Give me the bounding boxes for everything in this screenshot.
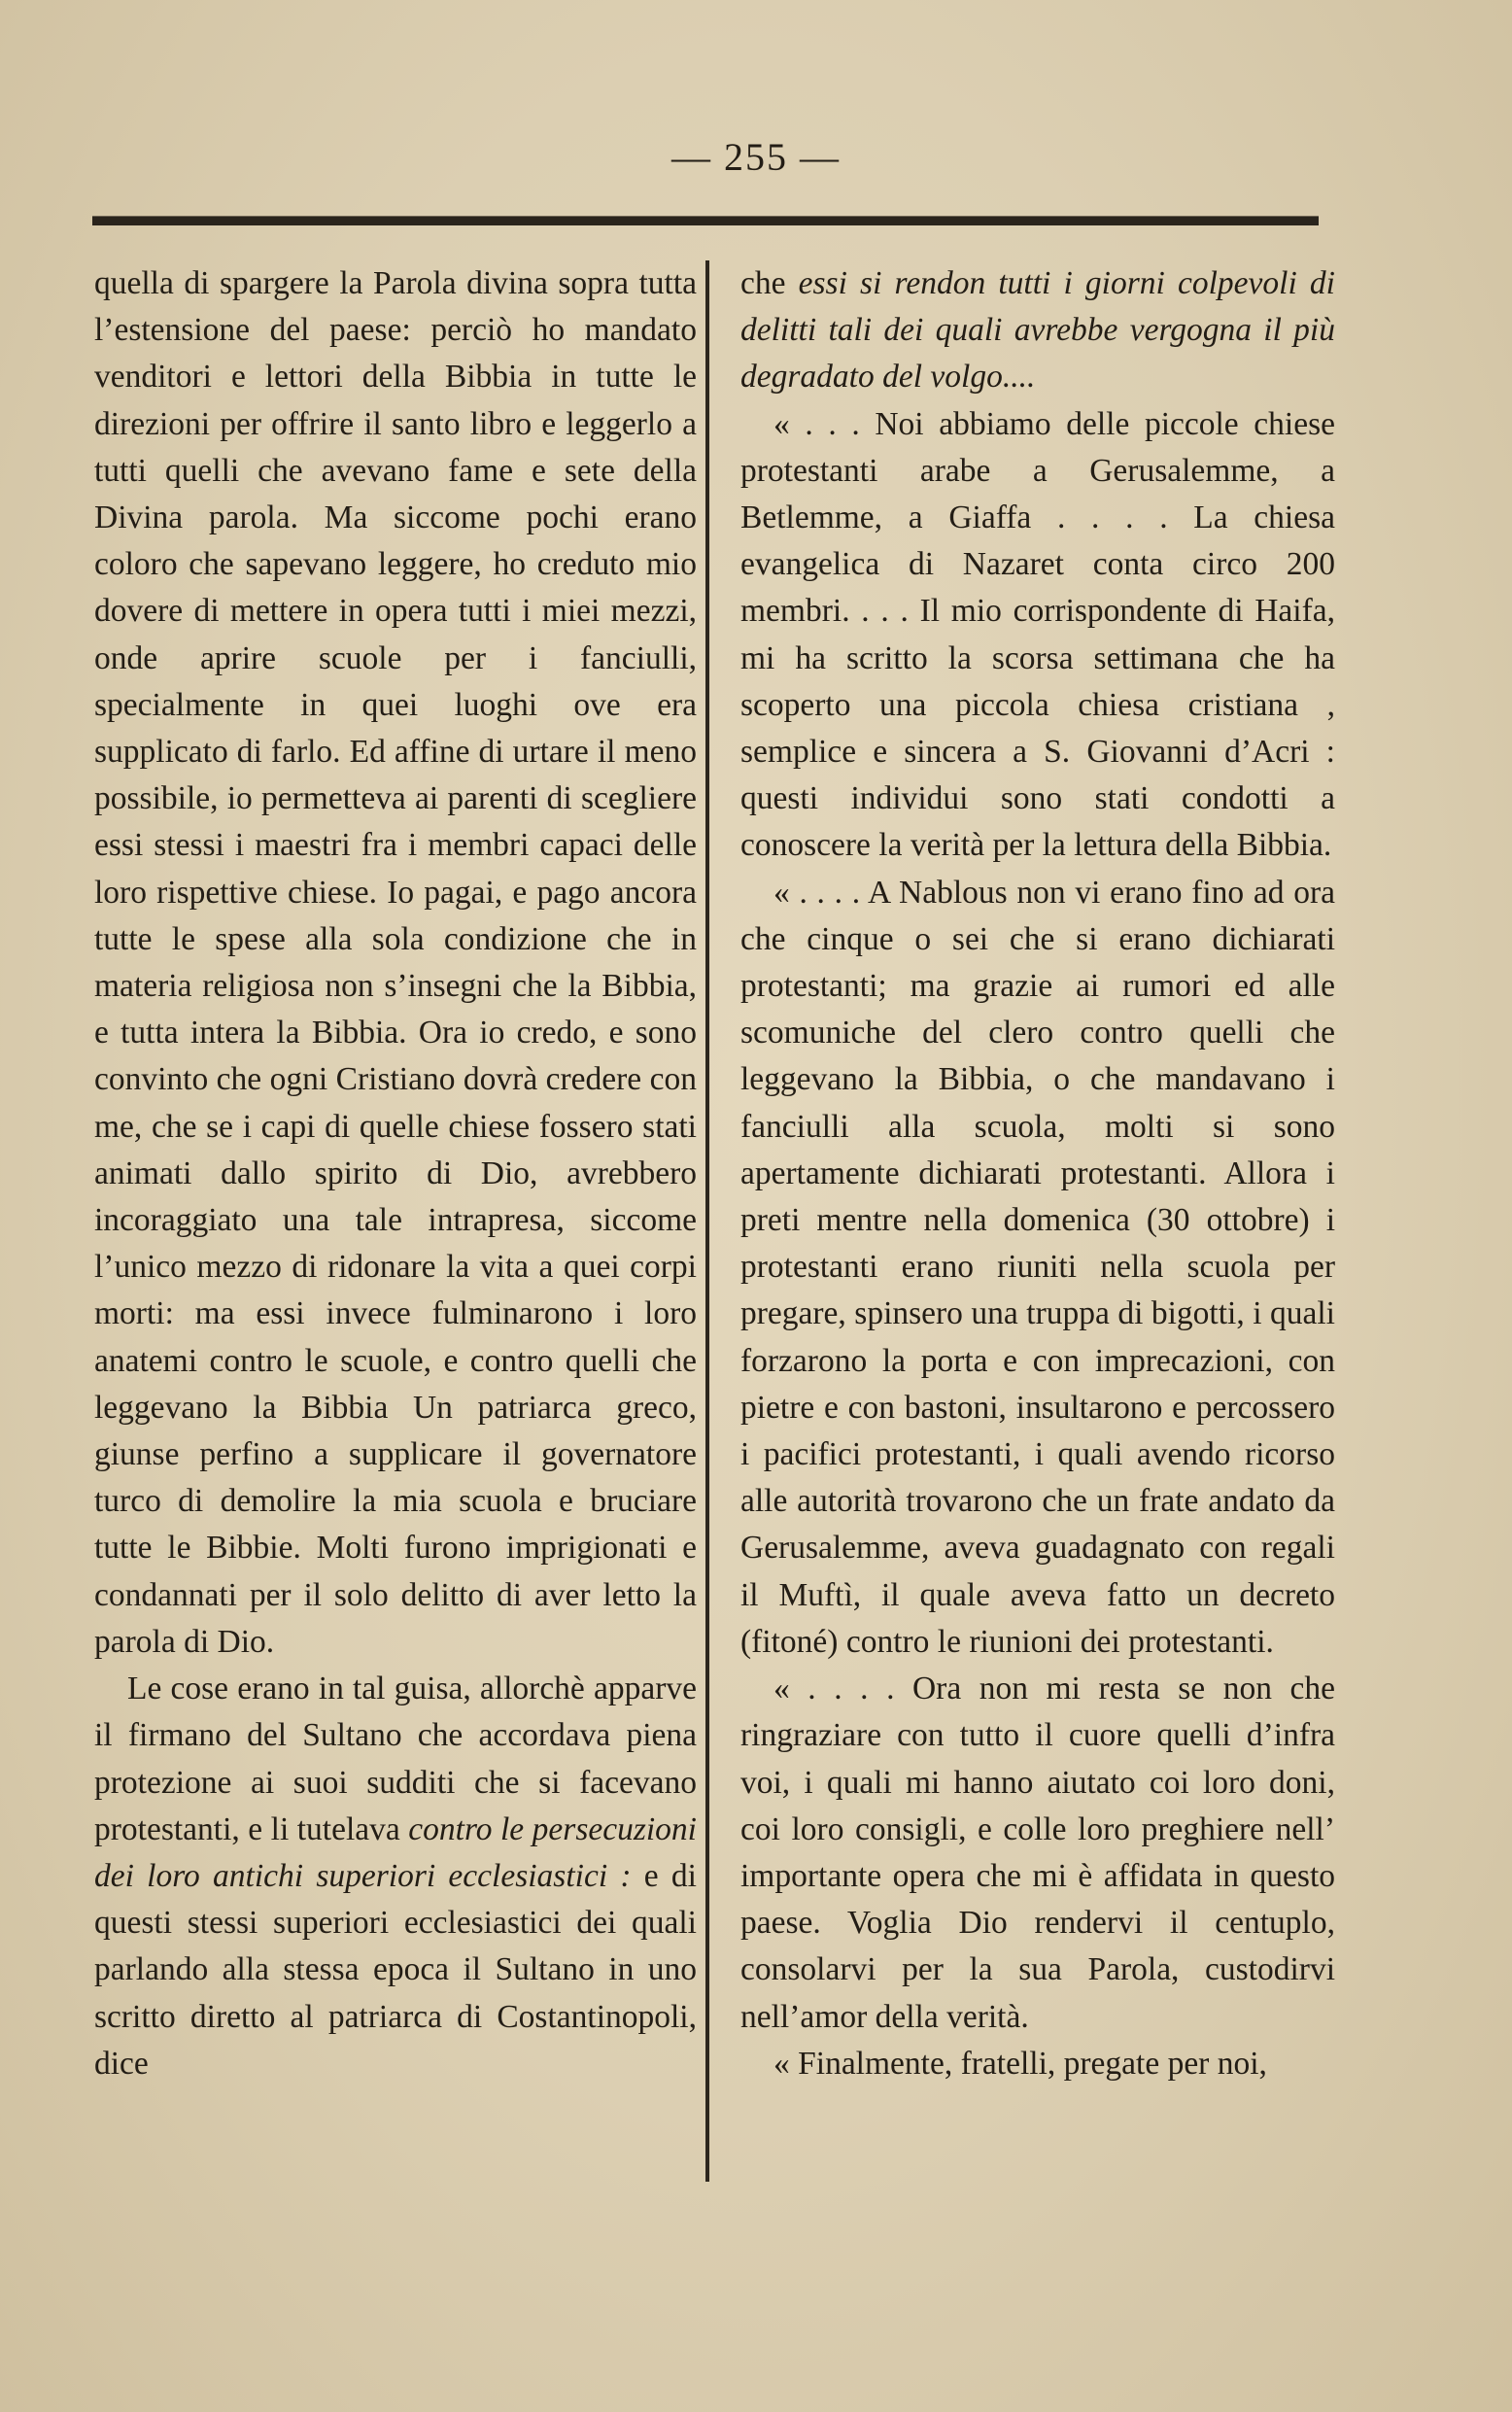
column-divider bbox=[705, 260, 709, 2182]
right-paragraph-4: « . . . . Ora non mi resta se non che ringraziare con tutto il cuore quelli d’infra voi, i quali mi hanno aiutato coi loro doni, coi loro consigli, e colle loro preghiere nell’ importante opera che mi è affidata in questo paese. Voglia Dio rendervi il centuplo, consolarvi per la sua Parola, custodirvi nell’amor della verità. bbox=[740, 1671, 1335, 2035]
right-paragraph-3: « . . . . A Nablous non vi erano fino ad ora che cinque o sei che si erano dichiarati protestanti; ma grazie ai rumori ed alle scomuniche del clero contro quelli che leggevano la Bibbia, o che mandavano i fanciulli alla scuola, molti si sono apertamente dichiarati protestanti. Allora i preti mentre nella domenica (30 ottobre) i protestanti erano riuniti nella scuola per pregare, spinsero una truppa di bigotti, i quali forzarono la porta e con imprecazioni, con pietre e con bastoni, insultarono e percossero i pacifici protestanti, i quali avendo ricorso alle autorità trovarono che un frate andato da Gerusalemme, aveva guadagnato con regali il Muftì, il quale aveva fatto un decreto (fitoné) contro le riunioni dei protestanti. bbox=[740, 874, 1335, 1660]
left-paragraph-2-italic: contro le persecuzioni dei loro antichi superiori ecclesiastici : bbox=[94, 1810, 697, 1894]
right-paragraph-2: « . . . Noi abbiamo delle piccole chiese protestanti arabe a Gerusalemme, a Betlemme, a Giaffa . . . . La chiesa evangelica di Nazaret conta circo 200 membri. . . . Il mio corrispondente di Haifa, mi ha scritto la scorsa settimana che ha scoperto una piccola chiesa cristiana , semplice e sincera a S. Giovanni d’Acri : questi individui sono stati condotti a conoscere la verità per la lettura della Bibbia. bbox=[740, 405, 1335, 864]
left-paragraph-1: quella di spargere la Parola divina sopra tutta l’estensione del paese: perciò ho mandato venditori e lettori della Bibbia in tutte le direzioni per offrire il santo libro e leggerlo a tutti quelli che avevano fame e sete della Divina parola. Ma siccome pochi erano coloro che sapevano leggere, ho creduto mio dovere di mettere in opera tutti i miei mezzi, onde aprire scuole per i fanciulli, specialmente in quei luoghi ove era supplicato di farlo. Ed affine di urtare il meno possibile, io permetteva ai parenti di scegliere essi stessi i maestri fra i membri capaci delle loro rispettive chiese. Io pagai, e pago ancora tutte le spese alla sola condizione che in materia religiosa non s’insegni che la Bibbia, e tutta intera la Bibbia. Ora io credo, e sono convinto che ogni Cristiano dovrà credere con me, che se i capi di quelle chiese fossero stati animati dallo spirito di Dio, avrebbero incoraggiato una tale intrapresa, siccome l’unico mezzo di ridonare la vita a quei corpi morti: ma essi invece fulminarono i loro anatemi contro le scuole, e contro quelli che leggevano la Bibbia Un patriarca greco, giunse perfino a supplicare il governatore turco di demolire la mia scuola e bruciare tutte le Bibbie. Molti furono imprigionati e condannati per il solo delitto di aver letto la parola di Dio. bbox=[94, 265, 697, 1660]
right-paragraph-5: « Finalmente, fratelli, pregate per noi, bbox=[773, 2045, 1267, 2082]
page-number: — 255 — bbox=[671, 135, 841, 179]
left-paragraph-2 bbox=[94, 1666, 697, 2087]
right-column bbox=[740, 260, 1335, 2087]
right-paragraph-1-text: che bbox=[740, 265, 799, 301]
right-paragraph-1 bbox=[740, 260, 1335, 401]
left-paragraph-2-text-a: Le cose erano in tal guisa, allorchè apparve il firmano del Sultano che accordava piena protezione ai suoi sudditi che si facevano protestanti, e li tutelava bbox=[94, 1671, 697, 1847]
left-paragraph-2-text-b: e di questi stessi superiori ecclesiastici dei quali parlando alla stessa epoca il Sultano in uno scritto diretto al patriarca di Costantinopoli, dice bbox=[94, 1857, 697, 2082]
left-column bbox=[94, 260, 697, 2087]
right-paragraph-1-italic: essi si rendon tutti i giorni colpevoli di delitti tali dei quali avrebbe vergogna il più degradato del volgo.... bbox=[740, 265, 1335, 396]
header-rule bbox=[92, 216, 1319, 225]
